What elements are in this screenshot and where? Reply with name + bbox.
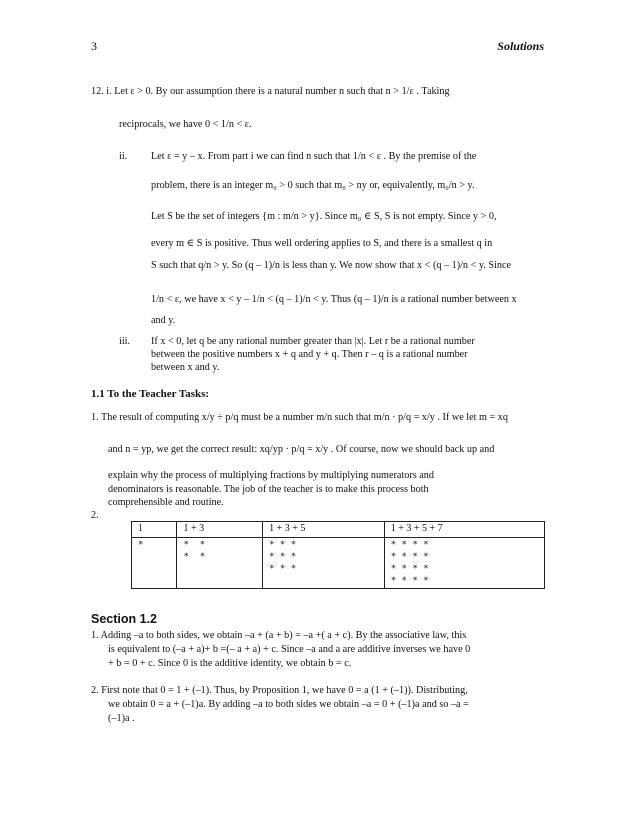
p12-i-line1: 12. i. Let ε > 0. By our assumption there is a natural number n such that n > 1/ε . Taking	[91, 86, 450, 97]
section-item1-line: + b = 0 + c. Since 0 is the additive identity, we obtain b = c.	[108, 658, 352, 669]
page-number: 3	[91, 39, 97, 53]
odd-sums-table	[131, 521, 545, 589]
p12-ii-line: S such that q/n > y. So (q – 1)/n is less than y. We now show that x < (q – 1)/n < y. Since	[151, 260, 512, 271]
table-header-cell: 1 + 3 + 5 + 7	[384, 522, 544, 538]
section-item2-line: we obtain 0 = a + (–1)a. By adding –a to both sides we obtain –a = 0 + (–1)a and so –a =	[108, 699, 469, 710]
p12-ii-line: Let ε = y – x. From part i we can find n such that 1/n < ε . By the premise of the	[151, 151, 477, 162]
section-item1-line: is equivalent to (–a + a)+ b =(– a + a) + c. Since –a and a are additive inverses we have 0	[108, 644, 471, 655]
star-array-cell: * * * *	[177, 537, 263, 589]
teacher-item1-line: denominators is reasonable. The job of the teacher is to make this process both	[108, 484, 429, 495]
section-item1-line: 1. Adding –a to both sides, we obtain –a + (a + b) = –a +( a + c). By the associative law, this	[91, 630, 467, 641]
teacher-item1-line: 1. The result of computing x/y ÷ p/q must be a number m/n such that m/n · p/q = x/y . If we let m = xq	[91, 412, 508, 423]
star-array-cell: * * * * * * * * * * * * * * * *	[384, 537, 544, 589]
p12-iii-line: between the positive numbers x + q and y + q. Then r – q is a rational number	[151, 349, 468, 360]
p12-ii-line: 1/n < ε, we have x < y – 1/n < (q – 1)/n < y. Thus (q – 1)/n is a rational number between x	[151, 294, 517, 305]
p12-ii-line: every m ∈ S is positive. Thus well ordering applies to S, and there is a smallest q in	[151, 238, 493, 249]
star-array-cell: * * * * * * * * *	[263, 537, 385, 589]
p12-ii-line: and y.	[151, 315, 176, 326]
teacher-tasks-heading: 1.1 To the Teacher Tasks:	[91, 388, 210, 400]
p12-i-line2: reciprocals, we have 0 < 1/n < ε.	[119, 119, 252, 130]
table-header-row	[132, 522, 545, 538]
table-header-cell: 1	[132, 522, 177, 538]
teacher-item1-line: and n = yp, we get the correct result: xq/yp · p/q = x/y . Of course, now we should back up and	[108, 444, 495, 455]
table-header-cell: 1 + 3	[177, 522, 263, 538]
teacher-item1-line: comprehensible and routine.	[108, 497, 224, 508]
p12-ii-label: ii.	[119, 151, 128, 162]
table-row	[132, 537, 545, 589]
section-item2-line: 2. First note that 0 = 1 + (–1). Thus, by Proposition 1, we have 0 = a (1 + (–1)). Distributing,	[91, 685, 468, 696]
star-array-cell: *	[132, 537, 177, 589]
running-title: Solutions	[497, 39, 544, 53]
p12-ii-line: problem, there is an integer m₀ > 0 such that m₀ > ny or, equivalently, m₀/n > y.	[151, 180, 475, 191]
table-header-cell: 1 + 3 + 5	[263, 522, 385, 538]
p12-iii-label: iii.	[119, 336, 131, 347]
teacher-item1-line: explain why the process of multiplying fractions by multiplying numerators and	[108, 470, 434, 481]
section-heading: Section 1.2	[91, 612, 157, 626]
teacher-item2-label: 2.	[91, 510, 99, 521]
p12-iii-line: between x and y.	[151, 362, 220, 373]
section-item2-line: (–1)a .	[108, 713, 135, 724]
p12-iii-line: If x < 0, let q be any rational number greater than |x|. Let r be a rational number	[151, 336, 475, 347]
p12-ii-line: Let S be the set of integers {m : m/n > y}. Since m₀ ∈ S, S is not empty. Since y > 0,	[151, 211, 497, 222]
